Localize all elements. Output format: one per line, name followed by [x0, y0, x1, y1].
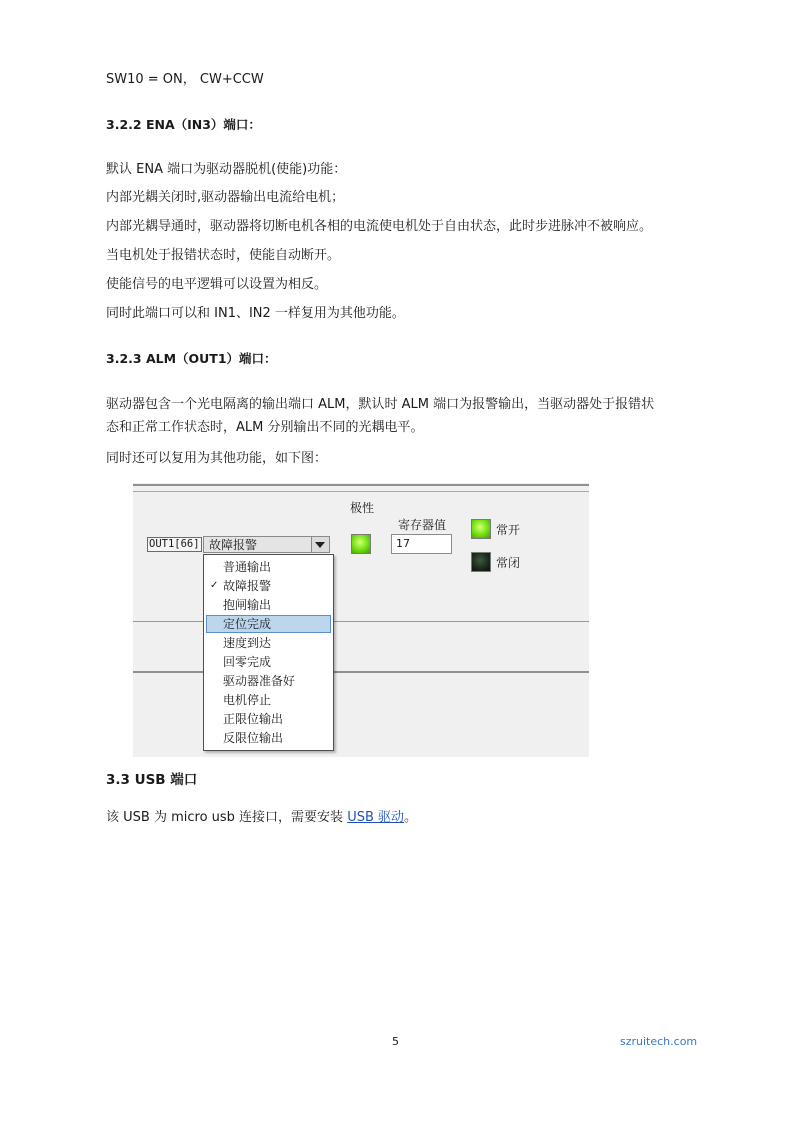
menu-item-motor-stopped[interactable]: 电机停止 — [223, 693, 272, 707]
top-divider-2 — [133, 491, 589, 492]
output-config-screenshot — [133, 483, 589, 757]
alm-para-1-line-1: 驱动器包含一个光电隔离的输出端口 ALM，默认时 ALM 端口为报警输出，当驱动器处于报错状 — [106, 397, 655, 412]
menu-item-homing-complete[interactable]: 回零完成 — [223, 655, 272, 669]
section-3-2-3-heading: 3.2.3 ALM（OUT1）端口： — [106, 351, 277, 366]
ena-para-4: 当电机处于报错状态时，使能自动断开。 — [106, 248, 341, 263]
menu-item-normal-output[interactable]: 普通输出 — [223, 560, 272, 574]
usb-para-prefix: 该 USB 为 micro usb 连接口，需要安装 — [106, 810, 348, 825]
menu-item-fault-alarm[interactable]: ✓ 故障报警 — [210, 579, 272, 593]
menu-item-brake-output[interactable]: 抱闸输出 — [223, 598, 272, 612]
ena-para-2: 内部光耦关闭时,驱动器输出电流给电机； — [106, 190, 345, 205]
section-3-2-2-heading: 3.2.2 ENA（IN3）端口： — [106, 117, 261, 132]
port-label-out1: OUT1[66] — [149, 538, 200, 550]
ena-para-6: 同时此端口可以和 IN1、IN2 一样复用为其他功能。 — [106, 306, 405, 321]
menu-item-position-complete[interactable]: 定位完成 — [206, 615, 331, 633]
ena-para-3: 内部光耦导通时，驱动器将切断电机各相的电流使电机处于自由状态，此时步进脉冲不被响应。 — [106, 219, 653, 234]
dropdown-arrow-icon[interactable] — [311, 537, 329, 552]
polarity-led-icon[interactable] — [351, 534, 371, 554]
page-number: 5 — [392, 1035, 399, 1048]
function-dropdown-list[interactable] — [203, 554, 334, 751]
selected-function-value: 故障报警 — [209, 538, 258, 552]
check-icon: ✓ — [210, 580, 219, 591]
lower-divider — [133, 671, 589, 673]
normally-open-led-icon[interactable] — [471, 519, 491, 539]
sw10-setting-line: SW10 = ON， CW+CCW — [106, 72, 264, 87]
menu-item-positive-limit-output[interactable]: 正限位输出 — [223, 712, 284, 726]
normally-closed-label: 常闭 — [496, 556, 521, 570]
ena-para-1: 默认 ENA 端口为驱动器脱机(使能)功能： — [106, 162, 347, 177]
usb-para — [106, 809, 417, 827]
menu-item-driver-ready[interactable]: 驱动器准备好 — [223, 674, 296, 688]
section-3-3-heading: 3.3 USB 端口 — [106, 772, 198, 788]
normally-open-label: 常开 — [496, 523, 521, 537]
register-value-label: 寄存器值 — [398, 518, 447, 532]
normally-closed-led-icon[interactable] — [471, 552, 491, 572]
usb-para-suffix: 。 — [404, 810, 418, 825]
footer-site: szruitech.com — [620, 1035, 698, 1048]
alm-para-1-line-2: 态和正常工作状态时，ALM 分别输出不同的光耦电平。 — [106, 420, 424, 435]
alm-para-2: 同时还可以复用为其他功能，如下图： — [106, 451, 328, 466]
output-function-select[interactable] — [203, 536, 330, 553]
mid-divider — [133, 621, 589, 622]
menu-item-speed-reached[interactable]: 速度到达 — [223, 636, 272, 650]
register-value-field[interactable]: 17 — [391, 534, 452, 554]
ena-para-5: 使能信号的电平逻辑可以设置为相反。 — [106, 277, 328, 292]
polarity-label: 极性 — [350, 501, 375, 515]
top-divider — [133, 484, 589, 486]
usb-driver-link[interactable]: USB 驱动 — [347, 810, 405, 825]
menu-item-negative-limit-output[interactable]: 反限位输出 — [223, 731, 284, 745]
